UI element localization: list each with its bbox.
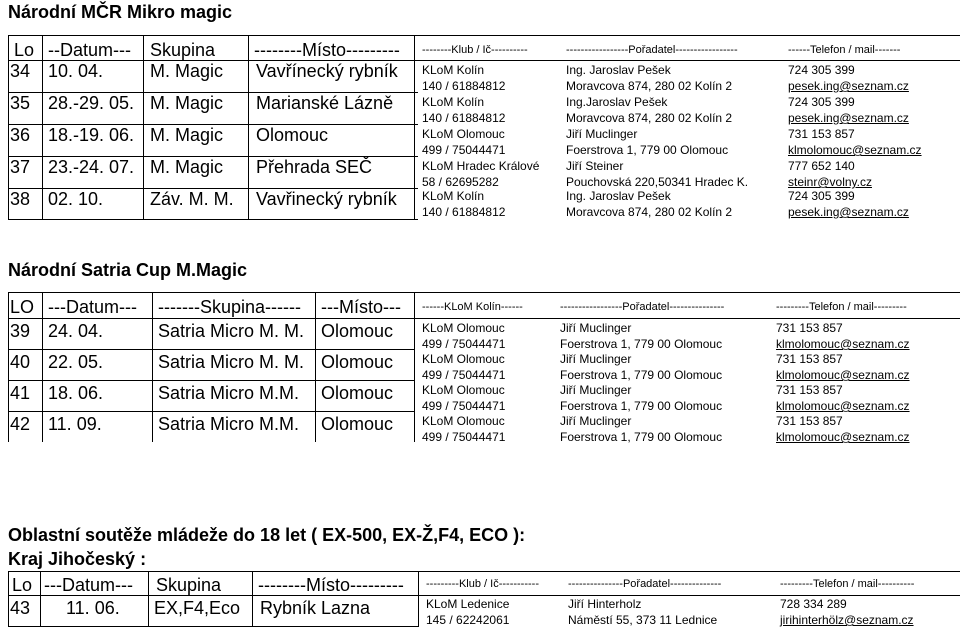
- row-skupina: M. Magic: [150, 157, 224, 177]
- row-ic: 58 / 62695282: [422, 175, 499, 189]
- row-misto: Olomouc: [321, 383, 394, 403]
- s3-header-datum: ---Datum---: [44, 575, 133, 595]
- row-mail-link[interactable]: pesek.ing@seznam.cz: [788, 111, 909, 125]
- grid-line: [8, 35, 9, 220]
- row-telefon: 731 153 857: [776, 414, 843, 428]
- section1-title: Národní MČR Mikro magic: [8, 2, 233, 22]
- row-lo: 37: [10, 157, 31, 177]
- grid-line: [40, 571, 41, 627]
- row-lo: 40: [10, 352, 31, 372]
- section3-subtitle: Kraj Jihočeský :: [8, 549, 147, 569]
- row-misto: Přehrada SEČ: [256, 157, 373, 177]
- row-poradatel: Jiří Muclinger: [560, 414, 632, 428]
- row-telefon: 724 305 399: [788, 63, 855, 77]
- s2-header-telefon: ---------Telefon / mail---------: [776, 301, 907, 313]
- row-ic: 499 / 75044471: [422, 143, 506, 157]
- grid-line: [42, 292, 43, 442]
- row-lo: 39: [10, 321, 31, 341]
- row-telefon: 731 153 857: [776, 383, 843, 397]
- row-mail-link[interactable]: klmolomouc@seznam.cz: [788, 143, 922, 157]
- row-adresa: Foerstrova 1, 779 00 Olomouc: [560, 430, 723, 444]
- s3-header-telefon: ---------Telefon / mail----------: [780, 578, 915, 590]
- row-mail-link[interactable]: pesek.ing@seznam.cz: [788, 79, 909, 93]
- grid-line: [8, 292, 960, 293]
- grid-line: [42, 35, 43, 220]
- s3-header-poradatel: ---------------Pořadatel--------------: [568, 578, 722, 590]
- row-poradatel: Jiří Muclinger: [560, 383, 632, 397]
- grid-line: [143, 35, 144, 220]
- row-mail-link[interactable]: klmolomouc@seznam.cz: [776, 430, 910, 444]
- row-datum: 23.-24. 07.: [48, 157, 135, 177]
- row-lo: 42: [10, 414, 31, 434]
- grid-line: [418, 571, 419, 627]
- row-skupina: Satria Micro M.M.: [158, 414, 300, 434]
- row-lo: 38: [10, 189, 31, 209]
- row-poradatel: Ing.Jaroslav Pešek: [566, 95, 668, 109]
- grid-line: [414, 35, 415, 220]
- section3-title: Oblastní soutěže mládeže do 18 let ( EX-500, EX-Ž,F4, ECO ):: [8, 525, 526, 545]
- row-mail-link[interactable]: klmolomouc@seznam.cz: [776, 399, 910, 413]
- row-datum: 28.-29. 05.: [48, 93, 135, 113]
- row-telefon: 731 153 857: [776, 352, 843, 366]
- grid-line: [8, 411, 414, 412]
- s1-header-lo: Lo: [14, 40, 35, 60]
- row-klub: KLoM Olomouc: [422, 321, 505, 335]
- row-ic: 140 / 61884812: [422, 205, 506, 219]
- row-datum: 18.-19. 06.: [48, 125, 135, 145]
- row-mail-link[interactable]: jirihinterhölz@seznam.cz: [780, 613, 914, 627]
- row-ic: 499 / 75044471: [422, 430, 506, 444]
- row-klub: KLoM Olomouc: [422, 352, 505, 366]
- grid-line: [148, 571, 149, 627]
- grid-line: [8, 349, 414, 350]
- s1-header-klub: --------Klub / Ič----------: [422, 44, 528, 56]
- row-adresa: Náměstí 55, 373 11 Lednice: [568, 613, 718, 627]
- grid-line: [8, 188, 418, 189]
- row-mail-link[interactable]: klmolomouc@seznam.cz: [776, 337, 910, 351]
- row-misto: Olomouc: [256, 125, 329, 145]
- row-klub: KLoM Ledenice: [426, 597, 510, 611]
- grid-line: [8, 124, 418, 125]
- row-klub: KLoM Olomouc: [422, 383, 505, 397]
- row-misto: Vavřinecký rybník: [256, 189, 397, 209]
- row-poradatel: Jiří Steiner: [566, 159, 624, 173]
- row-adresa: Pouchovská 220,50341 Hradec K.: [566, 175, 749, 189]
- grid-line: [8, 626, 418, 627]
- row-datum: 02. 10.: [48, 189, 104, 209]
- row-klub: KLoM Olomouc: [422, 127, 505, 141]
- grid-line: [248, 35, 249, 220]
- s2-header-poradatel: -----------------Pořadatel---------------: [560, 301, 725, 313]
- row-skupina: Satria Micro M.M.: [158, 383, 300, 403]
- grid-line: [8, 292, 9, 442]
- row-telefon: 777 652 140: [788, 159, 855, 173]
- grid-line: [8, 318, 960, 319]
- row-adresa: Foerstrova 1, 779 00 Olomouc: [560, 368, 723, 382]
- s2-header-misto: ---Místo---: [321, 297, 401, 317]
- grid-line: [8, 380, 414, 381]
- s1-header-poradatel: -----------------Pořadatel-----------------: [566, 44, 738, 56]
- s2-header-datum: ---Datum---: [48, 297, 137, 317]
- row-adresa: Foerstrova 1, 779 00 Olomouc: [566, 143, 729, 157]
- grid-line: [8, 35, 960, 36]
- row-skupina: M. Magic: [150, 61, 224, 81]
- row-skupina: Záv. M. M.: [150, 189, 234, 209]
- row-lo: 36: [10, 125, 31, 145]
- row-datum: 22. 05.: [48, 352, 104, 372]
- row-klub: KLoM Hradec Králové: [422, 159, 540, 173]
- s2-header-klub: ------KLoM Kolín------: [422, 301, 523, 313]
- row-klub: KLoM Kolín: [422, 189, 485, 203]
- row-mail-link[interactable]: pesek.ing@seznam.cz: [788, 205, 909, 219]
- row-poradatel: Ing. Jaroslav Pešek: [566, 63, 671, 77]
- row-adresa: Moravcova 874, 280 02 Kolín 2: [566, 205, 733, 219]
- row-klub: KLoM Kolín: [422, 63, 485, 77]
- grid-line: [8, 219, 418, 220]
- row-telefon: 731 153 857: [788, 127, 855, 141]
- row-datum: 24. 04.: [48, 321, 104, 341]
- row-misto: Rybník Lazna: [260, 598, 371, 618]
- grid-line: [252, 571, 253, 627]
- row-lo: 41: [10, 383, 31, 403]
- row-adresa: Moravcova 874, 280 02 Kolín 2: [566, 79, 733, 93]
- row-adresa: Foerstrova 1, 779 00 Olomouc: [560, 337, 723, 351]
- row-poradatel: Ing. Jaroslav Pešek: [566, 189, 671, 203]
- grid-line: [8, 571, 9, 627]
- grid-line: [8, 571, 960, 572]
- row-ic: 145 / 62242061: [426, 613, 510, 627]
- row-datum: 11. 06.: [66, 598, 120, 618]
- grid-line: [8, 156, 418, 157]
- row-ic: 499 / 75044471: [422, 337, 506, 351]
- row-misto: Olomouc: [321, 321, 394, 341]
- row-lo: 43: [10, 598, 31, 618]
- grid-line: [414, 292, 415, 442]
- row-poradatel: Jiří Muclinger: [560, 321, 632, 335]
- row-skupina: EX,F4,Eco: [154, 598, 241, 618]
- row-telefon: 724 305 399: [788, 95, 855, 109]
- row-poradatel: Jiří Hinterholz: [568, 597, 642, 611]
- grid-line: [8, 92, 418, 93]
- grid-line: [8, 595, 960, 596]
- row-datum: 11. 09.: [48, 414, 102, 434]
- row-datum: 10. 04.: [48, 61, 104, 81]
- row-skupina: M. Magic: [150, 93, 224, 113]
- s1-header-telefon: ------Telefon / mail-------: [788, 44, 901, 56]
- row-telefon: 731 153 857: [776, 321, 843, 335]
- row-ic: 140 / 61884812: [422, 79, 506, 93]
- s3-header-klub: ---------Klub / Ič-----------: [426, 578, 540, 590]
- row-adresa: Moravcova 874, 280 02 Kolín 2: [566, 111, 733, 125]
- row-misto: Olomouc: [321, 352, 394, 372]
- row-misto: Marianské Lázně: [256, 93, 394, 113]
- s1-header-misto: --------Místo---------: [254, 40, 400, 60]
- row-ic: 499 / 75044471: [422, 399, 506, 413]
- row-ic: 499 / 75044471: [422, 368, 506, 382]
- row-klub: KLoM Olomouc: [422, 414, 505, 428]
- grid-line: [8, 60, 960, 61]
- row-mail-link[interactable]: steinr@volny.cz: [788, 175, 872, 189]
- row-lo: 34: [10, 61, 31, 81]
- row-poradatel: Jiří Muclinger: [566, 127, 638, 141]
- s3-header-misto: --------Místo---------: [258, 575, 404, 595]
- row-skupina: Satria Micro M. M.: [158, 321, 305, 341]
- row-ic: 140 / 61884812: [422, 111, 506, 125]
- row-adresa: Foerstrova 1, 779 00 Olomouc: [560, 399, 723, 413]
- s2-header-skupina: -------Skupina------: [158, 297, 301, 317]
- row-datum: 18. 06.: [48, 383, 104, 403]
- s1-header-skupina: Skupina: [150, 40, 216, 60]
- row-lo: 35: [10, 93, 31, 113]
- s2-header-lo: LO: [10, 297, 35, 317]
- row-skupina: Satria Micro M. M.: [158, 352, 305, 372]
- row-skupina: M. Magic: [150, 125, 224, 145]
- s3-header-lo: Lo: [12, 575, 33, 595]
- row-klub: KLoM Kolín: [422, 95, 485, 109]
- row-misto: Vavřínecký rybník: [256, 61, 398, 81]
- grid-line: [315, 292, 316, 442]
- grid-line: [152, 292, 153, 442]
- row-misto: Olomouc: [321, 414, 394, 434]
- row-mail-link[interactable]: klmolomouc@seznam.cz: [776, 368, 910, 382]
- s3-header-skupina: Skupina: [156, 575, 222, 595]
- section2-title: Národní Satria Cup M.Magic: [8, 260, 248, 280]
- row-poradatel: Jiří Muclinger: [560, 352, 632, 366]
- row-telefon: 724 305 399: [788, 189, 855, 203]
- row-telefon: 728 334 289: [780, 597, 847, 611]
- s1-header-datum: --Datum---: [48, 40, 131, 60]
